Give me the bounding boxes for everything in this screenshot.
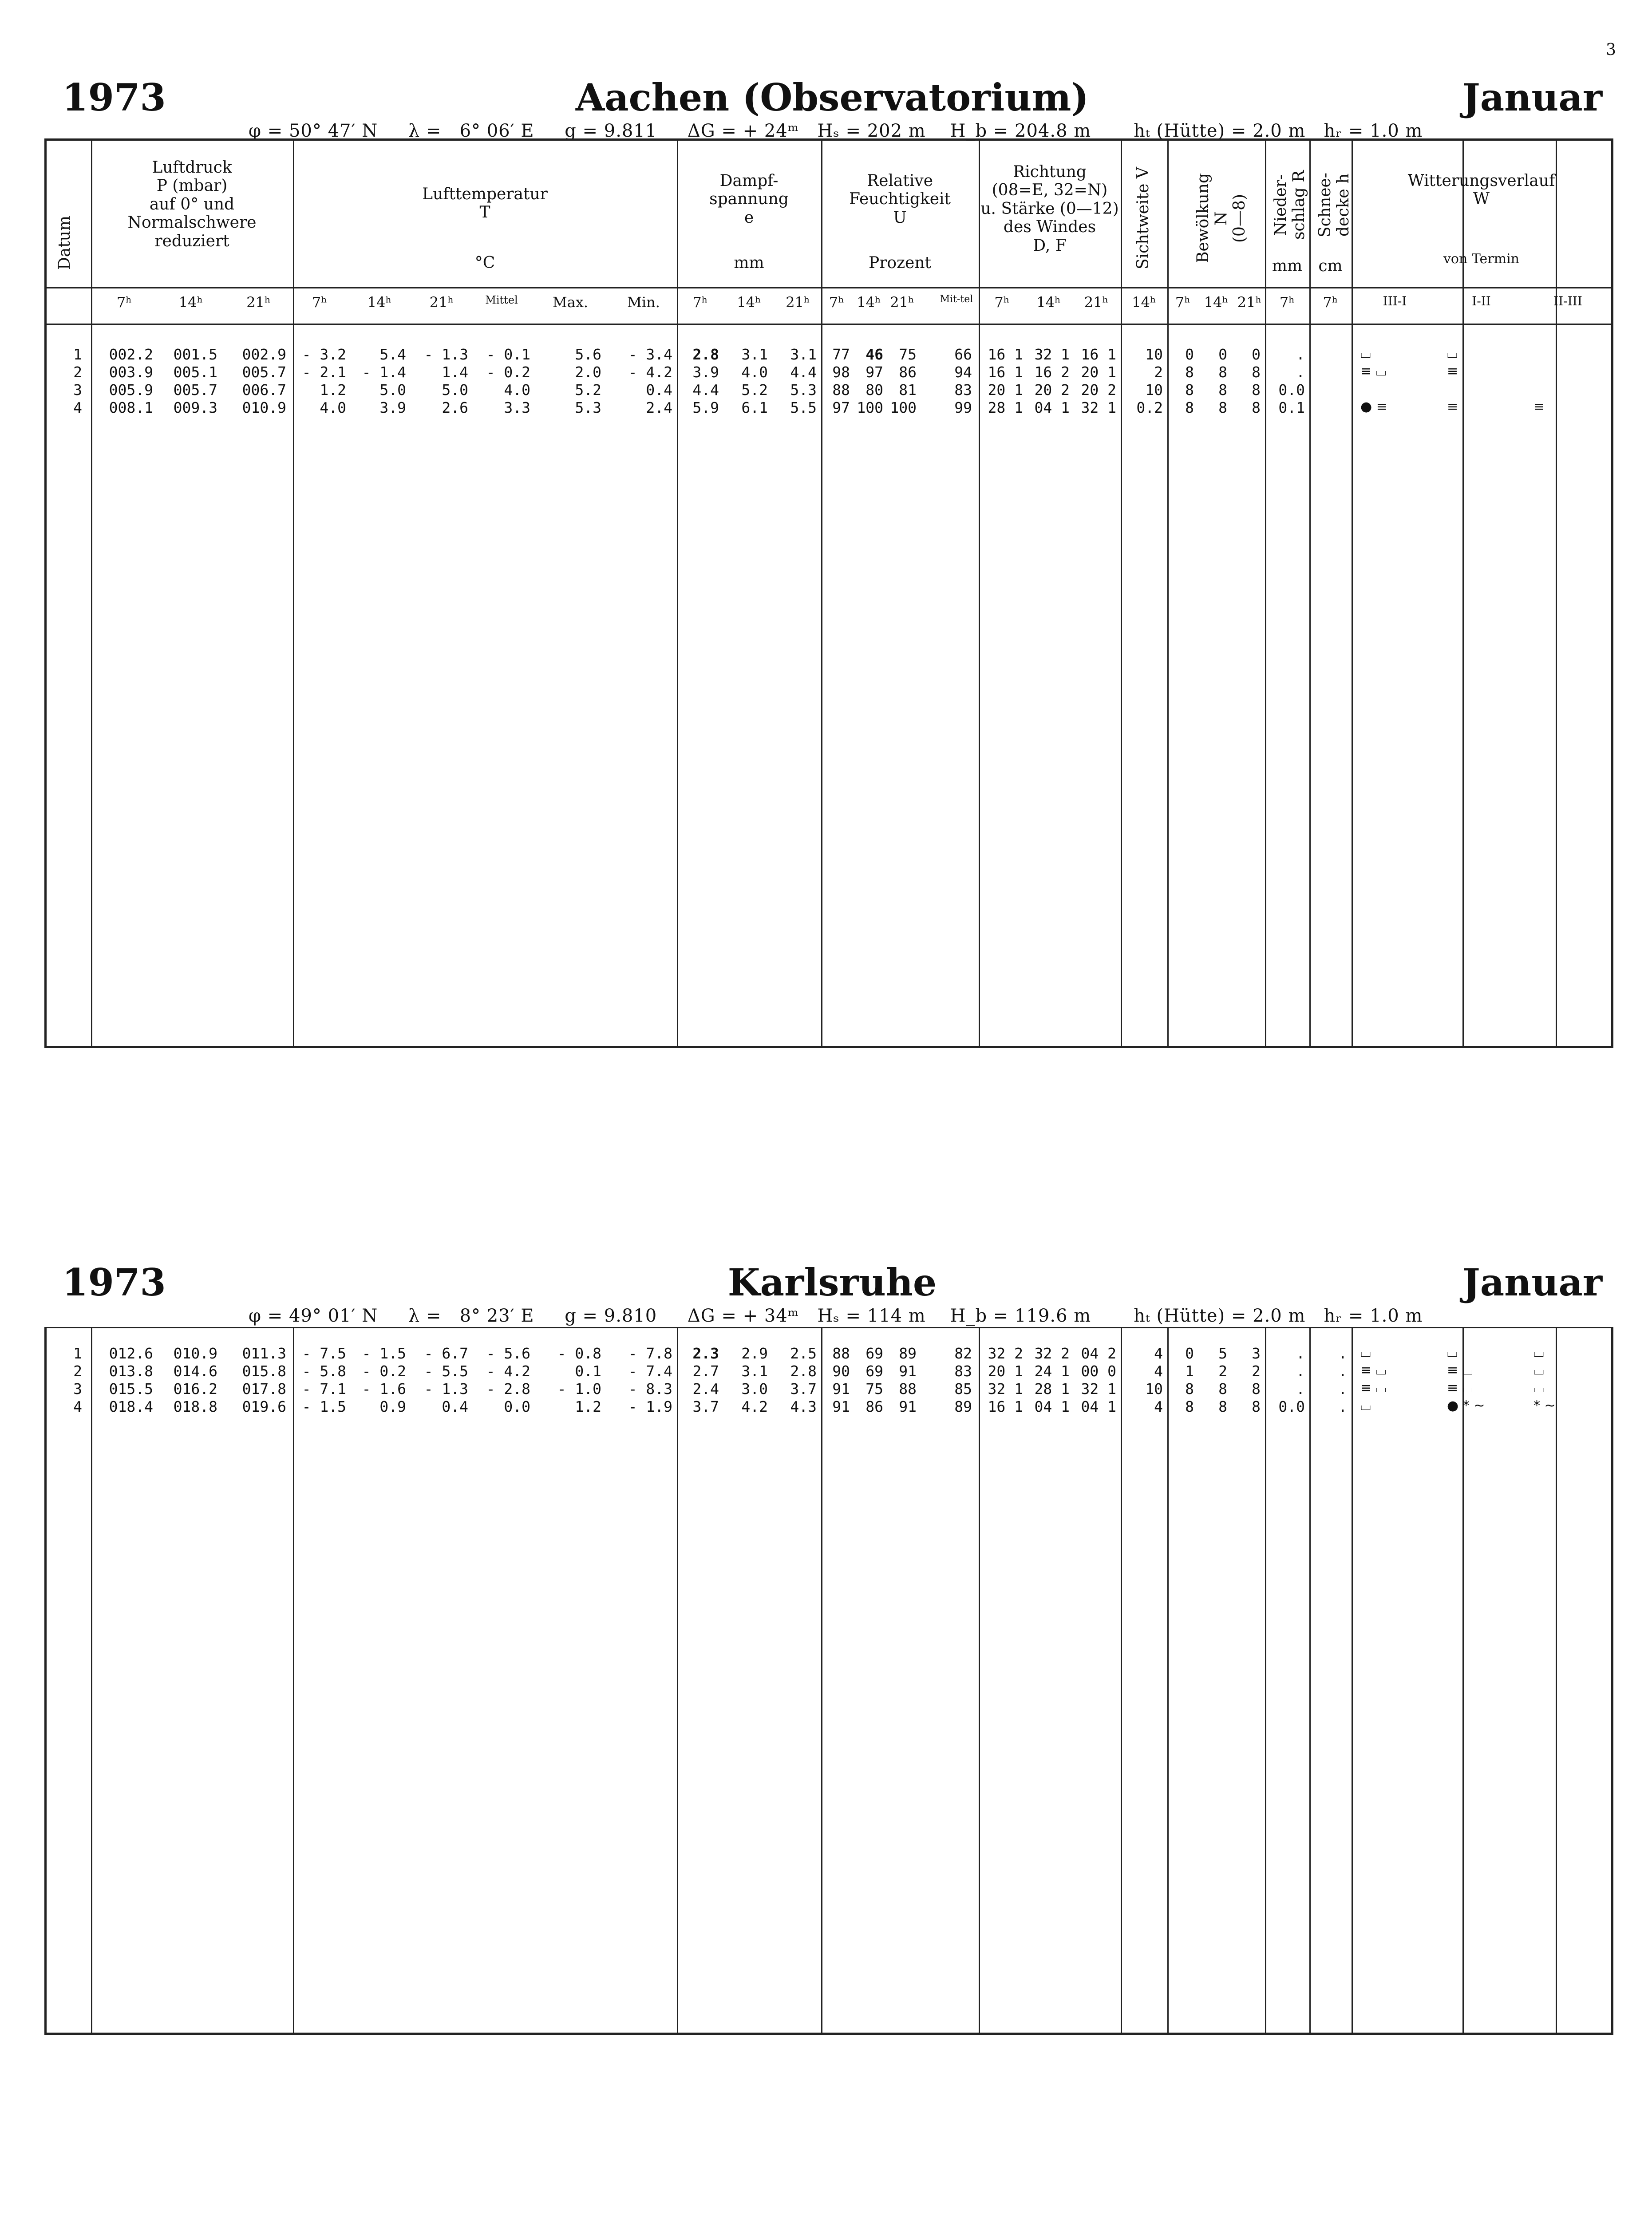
cell-r: 0.0 <box>1278 1398 1305 1415</box>
cell-p-7: 018.4 <box>109 1398 153 1415</box>
cell-wind-14: 28 1 <box>1034 1380 1070 1398</box>
cell-u-mittel: 94 <box>954 363 972 381</box>
cell-u-mittel: 99 <box>954 399 972 416</box>
cell-u-14: 80 <box>866 381 883 399</box>
cell-u-21: 100 <box>890 399 917 416</box>
cell-min: - 4.2 <box>628 363 672 381</box>
subheader-wind-7: 7ʰ <box>994 294 1010 311</box>
section-year: 1973 <box>62 1260 166 1304</box>
cell-e-21: 2.8 <box>790 1362 817 1380</box>
cell-u-14: 97 <box>866 363 883 381</box>
cell-w-i-ii: ≡ ⌴ <box>1447 1380 1473 1396</box>
cell-max: 5.3 <box>575 399 601 416</box>
subheader-w-iii-i: III-I <box>1383 294 1407 308</box>
cell-t-21: 2.6 <box>442 399 468 416</box>
cell-e-21: 3.7 <box>790 1380 817 1398</box>
header-niederschlag-unit: mm <box>1272 257 1303 275</box>
cell-datum: 4 <box>73 1398 82 1415</box>
cell-wind-21: 04 1 <box>1081 1398 1116 1415</box>
section-month: Januar <box>1462 1260 1602 1304</box>
cell-r: . <box>1296 1345 1305 1362</box>
table-row <box>47 363 1611 381</box>
subheader-min: Min. <box>627 294 660 311</box>
cell-p-21: 019.6 <box>242 1398 286 1415</box>
subheader-u-7: 7ʰ <box>829 294 845 311</box>
cell-w-ii-iii: ⌴ <box>1533 1362 1544 1378</box>
subheader-u-14: 14ʰ <box>857 294 881 311</box>
cell-e-21: 4.4 <box>790 363 817 381</box>
cell-t-mittel: 0.0 <box>504 1398 530 1415</box>
cell-datum: 2 <box>73 363 82 381</box>
cell-t-14: - 1.6 <box>362 1380 406 1398</box>
cell-e-7: 2.4 <box>692 1380 719 1398</box>
subheader-e-14: 14ʰ <box>737 294 761 311</box>
cell-n-21: 8 <box>1252 399 1261 416</box>
cell-u-14: 69 <box>866 1345 883 1362</box>
cell-wind-14: 32 2 <box>1034 1345 1070 1362</box>
cell-datum: 4 <box>73 399 82 416</box>
section-month: Januar <box>1462 75 1602 119</box>
cell-e-7: 3.9 <box>692 363 719 381</box>
header-wind: Richtung (08=E, 32=N) u. Stärke (0—12) des Windes D, F <box>980 163 1119 255</box>
cell-p-7: 015.5 <box>109 1380 153 1398</box>
cell-p-7: 013.8 <box>109 1362 153 1380</box>
cell-u-21: 91 <box>899 1362 917 1380</box>
cell-wind-14: 16 2 <box>1034 363 1070 381</box>
cell-wind-7: 32 2 <box>988 1345 1023 1362</box>
cell-r: 0.1 <box>1278 399 1305 416</box>
cell-max: 0.1 <box>575 1362 601 1380</box>
cell-n-7: 8 <box>1185 381 1194 399</box>
subheader-n-7: 7ʰ <box>1175 294 1191 311</box>
cell-u-mittel: 66 <box>954 346 972 363</box>
cell-wind-7: 32 1 <box>988 1380 1023 1398</box>
cell-wind-7: 20 1 <box>988 381 1023 399</box>
subheader-p-7: 7ʰ <box>116 294 132 311</box>
cell-e-21: 5.5 <box>790 399 817 416</box>
cell-u-7: 98 <box>832 363 850 381</box>
cell-u-7: 97 <box>832 399 850 416</box>
table-row <box>47 381 1611 399</box>
header-relative-feuchtigkeit: Relative Feuchtigkeit U <box>849 172 951 227</box>
header-feuchtigkeit-unit: Prozent <box>868 254 932 272</box>
cell-u-mittel: 83 <box>954 1362 972 1380</box>
cell-max: - 0.8 <box>557 1345 601 1362</box>
cell-u-7: 90 <box>832 1362 850 1380</box>
cell-e-14: 3.0 <box>741 1380 768 1398</box>
subheader-t-14: 14ʰ <box>367 294 392 311</box>
cell-n-14: 2 <box>1218 1362 1227 1380</box>
cell-e-7: 2.7 <box>692 1362 719 1380</box>
header-schneedecke: Schnee- decke h <box>1316 173 1352 237</box>
subheader-sicht-14: 14ʰ <box>1132 294 1156 311</box>
cell-max: 5.2 <box>575 381 601 399</box>
subheader-t-21: 21ʰ <box>429 294 454 311</box>
subheader-e-21: 21ʰ <box>786 294 810 311</box>
subheader-n-14: 14ʰ <box>1204 294 1229 311</box>
cell-u-mittel: 82 <box>954 1345 972 1362</box>
cell-n-14: 8 <box>1218 399 1227 416</box>
subheader-e-7: 7ʰ <box>692 294 708 311</box>
header-lufttemperatur: Lufttemperatur T <box>422 185 548 222</box>
cell-t-7: 1.2 <box>320 381 346 399</box>
cell-t-7: - 1.5 <box>302 1398 346 1415</box>
cell-n-21: 3 <box>1252 1345 1261 1362</box>
cell-h: . <box>1338 1380 1347 1398</box>
cell-p-21: 002.9 <box>242 346 286 363</box>
cell-u-21: 75 <box>899 346 917 363</box>
subheader-t-7: 7ʰ <box>312 294 328 311</box>
cell-max: 1.2 <box>575 1398 601 1415</box>
subheader-t-mittel: Mittel <box>485 294 518 306</box>
cell-e-21: 5.3 <box>790 381 817 399</box>
cell-min: 2.4 <box>646 399 672 416</box>
header-dampfspannung: Dampf- spannung e <box>709 172 789 227</box>
header-dampfspannung-unit: mm <box>734 254 764 272</box>
cell-wind-14: 04 1 <box>1034 399 1070 416</box>
cell-e-14: 4.0 <box>741 363 768 381</box>
cell-u-7: 88 <box>832 1345 850 1362</box>
section-title-karlsruhe <box>62 1260 1602 1327</box>
cell-r: . <box>1296 363 1305 381</box>
station-name: Karlsruhe <box>727 1260 937 1304</box>
subheader-p-14: 14ʰ <box>178 294 203 311</box>
cell-w-iii-i: ⌴ <box>1360 1398 1371 1414</box>
cell-wind-21: 00 0 <box>1081 1362 1116 1380</box>
cell-n-14: 8 <box>1218 1398 1227 1415</box>
cell-t-14: - 0.2 <box>362 1362 406 1380</box>
cell-p-14: 016.2 <box>173 1380 217 1398</box>
cell-p-7: 008.1 <box>109 399 153 416</box>
cell-r: . <box>1296 1362 1305 1380</box>
subheader-u-21: 21ʰ <box>890 294 914 311</box>
cell-sicht: 10 <box>1145 381 1163 399</box>
cell-u-mittel: 83 <box>954 381 972 399</box>
cell-min: - 1.9 <box>628 1398 672 1415</box>
cell-e-7: 2.8 <box>692 346 719 363</box>
subheader-n-21: 21ʰ <box>1237 294 1262 311</box>
subheader-max: Max. <box>552 294 589 311</box>
cell-t-mittel: 4.0 <box>504 381 530 399</box>
cell-t-7: - 3.2 <box>302 346 346 363</box>
cell-u-7: 91 <box>832 1380 850 1398</box>
cell-p-14: 005.1 <box>173 363 217 381</box>
station-coordinates: φ = 49° 01′ N λ = 8° 23′ E g = 9.810 ΔG = + 34ᵐ Hₛ = 114 m H_b = 119.6 m hₜ (Hütte) = 2.0 m hᵣ = 1.0 m <box>249 1306 1423 1326</box>
cell-t-14: 5.0 <box>379 381 406 399</box>
cell-e-14: 2.9 <box>741 1345 768 1362</box>
cell-min: - 7.8 <box>628 1345 672 1362</box>
cell-e-7: 5.9 <box>692 399 719 416</box>
cell-p-14: 014.6 <box>173 1362 217 1380</box>
cell-n-7: 8 <box>1185 363 1194 381</box>
cell-t-mittel: 3.3 <box>504 399 530 416</box>
observation-table-karlsruhe <box>44 1327 1613 2035</box>
cell-n-21: 8 <box>1252 1398 1261 1415</box>
cell-p-7: 003.9 <box>109 363 153 381</box>
cell-wind-14: 20 2 <box>1034 381 1070 399</box>
cell-datum: 3 <box>73 1380 82 1398</box>
cell-n-21: 2 <box>1252 1362 1261 1380</box>
section-title-aachen <box>62 75 1602 142</box>
cell-max: 2.0 <box>575 363 601 381</box>
cell-n-14: 8 <box>1218 363 1227 381</box>
cell-e-7: 3.7 <box>692 1398 719 1415</box>
cell-u-14: 100 <box>857 399 883 416</box>
cell-datum: 1 <box>73 346 82 363</box>
header-niederschlag: Nieder- schlag R <box>1272 170 1308 240</box>
subheader-u-mittel: Mit-tel <box>940 294 973 305</box>
cell-n-7: 1 <box>1185 1362 1194 1380</box>
cell-e-7: 4.4 <box>692 381 719 399</box>
cell-wind-14: 24 1 <box>1034 1362 1070 1380</box>
cell-t-mittel: - 2.8 <box>486 1380 530 1398</box>
cell-u-14: 86 <box>866 1398 883 1415</box>
cell-u-21: 89 <box>899 1345 917 1362</box>
table-row <box>47 1398 1611 1416</box>
cell-datum: 3 <box>73 381 82 399</box>
cell-t-21: 5.0 <box>442 381 468 399</box>
cell-w-i-ii: ≡ ⌴ <box>1447 1362 1473 1378</box>
cell-e-21: 2.5 <box>790 1345 817 1362</box>
cell-t-7: - 7.1 <box>302 1380 346 1398</box>
cell-t-21: - 1.3 <box>424 1380 468 1398</box>
cell-t-14: 0.9 <box>379 1398 406 1415</box>
cell-wind-21: 04 2 <box>1081 1345 1116 1362</box>
table-row <box>47 1362 1611 1380</box>
header-schneedecke-unit: cm <box>1318 257 1343 275</box>
cell-w-ii-iii: * ~ <box>1533 1398 1556 1414</box>
cell-n-7: 0 <box>1185 1345 1194 1362</box>
cell-u-7: 77 <box>832 346 850 363</box>
table-row <box>47 346 1611 363</box>
cell-min: 0.4 <box>646 381 672 399</box>
cell-p-21: 010.9 <box>242 399 286 416</box>
cell-u-mittel: 89 <box>954 1398 972 1415</box>
header-sichtweite: Sichtweite V <box>1134 167 1152 270</box>
cell-n-14: 8 <box>1218 1380 1227 1398</box>
cell-n-7: 8 <box>1185 1398 1194 1415</box>
header-witterungsverlauf: Witterungsverlauf W <box>1407 172 1555 209</box>
cell-w-iii-i: ≡ ⌴ <box>1360 1362 1387 1378</box>
cell-t-21: - 6.7 <box>424 1345 468 1362</box>
cell-u-14: 69 <box>866 1362 883 1380</box>
cell-p-21: 011.3 <box>242 1345 286 1362</box>
cell-t-14: - 1.4 <box>362 363 406 381</box>
cell-p-7: 002.2 <box>109 346 153 363</box>
cell-wind-7: 20 1 <box>988 1362 1023 1380</box>
header-luftdruck: Luftdruck P (mbar) auf 0° und Normalschwere reduziert <box>127 158 257 250</box>
cell-sicht: 10 <box>1145 346 1163 363</box>
cell-p-14: 009.3 <box>173 399 217 416</box>
cell-r: . <box>1296 346 1305 363</box>
cell-max: 5.6 <box>575 346 601 363</box>
table-row <box>47 1345 1611 1362</box>
section-year: 1973 <box>62 75 166 119</box>
cell-wind-7: 16 1 <box>988 1398 1023 1415</box>
subheader-h-7: 7ʰ <box>1323 294 1338 311</box>
cell-n-21: 0 <box>1252 346 1261 363</box>
header-datum: Datum <box>55 215 74 270</box>
cell-e-14: 6.1 <box>741 399 768 416</box>
cell-t-mittel: - 4.2 <box>486 1362 530 1380</box>
cell-w-iii-i: ≡ ⌴ <box>1360 1380 1387 1396</box>
cell-w-i-ii: ● * ~ <box>1447 1398 1485 1414</box>
cell-u-14: 75 <box>866 1380 883 1398</box>
cell-min: - 3.4 <box>628 346 672 363</box>
cell-w-ii-iii: ≡ <box>1533 399 1545 415</box>
cell-datum: 1 <box>73 1345 82 1362</box>
cell-sicht: 4 <box>1154 1345 1163 1362</box>
cell-p-21: 017.8 <box>242 1380 286 1398</box>
cell-sicht: 4 <box>1154 1362 1163 1380</box>
cell-n-7: 8 <box>1185 1380 1194 1398</box>
cell-min: - 7.4 <box>628 1362 672 1380</box>
cell-w-i-ii: ≡ <box>1447 399 1458 415</box>
cell-w-ii-iii: ⌴ <box>1533 1345 1544 1360</box>
cell-min: - 8.3 <box>628 1380 672 1398</box>
header-von-termin: von Termin <box>1443 251 1519 267</box>
cell-w-i-ii: ⌴ <box>1447 1345 1458 1360</box>
cell-w-iii-i: ⌴ <box>1360 1345 1371 1360</box>
cell-n-14: 0 <box>1218 346 1227 363</box>
subheader-p-21: 21ʰ <box>246 294 271 311</box>
cell-h: . <box>1338 1398 1347 1415</box>
cell-t-7: - 5.8 <box>302 1362 346 1380</box>
cell-t-7: - 2.1 <box>302 363 346 381</box>
cell-e-14: 3.1 <box>741 1362 768 1380</box>
cell-wind-7: 16 1 <box>988 346 1023 363</box>
cell-t-mittel: - 5.6 <box>486 1345 530 1362</box>
cell-datum: 2 <box>73 1362 82 1380</box>
cell-w-iii-i: ≡ ⌴ <box>1360 363 1387 379</box>
cell-r: 0.0 <box>1278 381 1305 399</box>
cell-t-14: - 1.5 <box>362 1345 406 1362</box>
cell-wind-21: 16 1 <box>1081 346 1116 363</box>
cell-p-21: 015.8 <box>242 1362 286 1380</box>
subheader-wind-14: 14ʰ <box>1036 294 1061 311</box>
cell-u-21: 91 <box>899 1398 917 1415</box>
subheader-wind-21: 21ʰ <box>1084 294 1109 311</box>
cell-t-7: 4.0 <box>320 399 346 416</box>
cell-t-14: 5.4 <box>379 346 406 363</box>
cell-sicht: 0.2 <box>1136 399 1163 416</box>
subheader-r-7: 7ʰ <box>1279 294 1295 311</box>
cell-t-7: - 7.5 <box>302 1345 346 1362</box>
cell-sicht: 2 <box>1154 363 1163 381</box>
cell-wind-7: 28 1 <box>988 399 1023 416</box>
table-row <box>47 1380 1611 1398</box>
cell-t-mittel: - 0.1 <box>486 346 530 363</box>
cell-p-14: 010.9 <box>173 1345 217 1362</box>
cell-p-21: 005.7 <box>242 363 286 381</box>
cell-n-14: 8 <box>1218 381 1227 399</box>
cell-wind-21: 32 1 <box>1081 1380 1116 1398</box>
subheader-w-ii-iii: II-III <box>1553 294 1582 308</box>
cell-u-7: 91 <box>832 1398 850 1415</box>
cell-wind-7: 16 1 <box>988 363 1023 381</box>
table-row <box>47 399 1611 417</box>
cell-w-i-ii: ≡ <box>1447 363 1458 379</box>
cell-p-14: 001.5 <box>173 346 217 363</box>
cell-sicht: 10 <box>1145 1380 1163 1398</box>
cell-r: . <box>1296 1380 1305 1398</box>
header-lufttemperatur-unit: °C <box>474 254 495 272</box>
cell-u-21: 86 <box>899 363 917 381</box>
subheader-row <box>47 294 1611 320</box>
cell-u-mittel: 85 <box>954 1380 972 1398</box>
cell-t-21: 1.4 <box>442 363 468 381</box>
cell-e-14: 5.2 <box>741 381 768 399</box>
cell-e-21: 4.3 <box>790 1398 817 1415</box>
cell-u-21: 81 <box>899 381 917 399</box>
cell-n-7: 8 <box>1185 399 1194 416</box>
cell-wind-21: 32 1 <box>1081 399 1116 416</box>
cell-e-14: 4.2 <box>741 1398 768 1415</box>
observation-table-aachen <box>44 138 1613 1048</box>
cell-p-7: 005.9 <box>109 381 153 399</box>
cell-e-21: 3.1 <box>790 346 817 363</box>
cell-n-14: 5 <box>1218 1345 1227 1362</box>
cell-t-21: 0.4 <box>442 1398 468 1415</box>
cell-sicht: 4 <box>1154 1398 1163 1415</box>
cell-u-21: 88 <box>899 1380 917 1398</box>
cell-t-14: 3.9 <box>379 399 406 416</box>
station-name: Aachen (Observatorium) <box>575 75 1089 119</box>
cell-wind-14: 04 1 <box>1034 1398 1070 1415</box>
cell-w-iii-i: ⌴ <box>1360 346 1371 361</box>
cell-p-14: 018.8 <box>173 1398 217 1415</box>
cell-n-21: 8 <box>1252 381 1261 399</box>
cell-n-21: 8 <box>1252 1380 1261 1398</box>
cell-n-21: 8 <box>1252 363 1261 381</box>
subheader-w-i-ii: I-II <box>1472 294 1491 308</box>
cell-e-14: 3.1 <box>741 346 768 363</box>
station-coordinates: φ = 50° 47′ N λ = 6° 06′ E g = 9.811 ΔG = + 24ᵐ Hₛ = 202 m H_b = 204.8 m hₜ (Hütte) = 2.0 m hᵣ = 1.0 m <box>249 121 1423 141</box>
cell-wind-14: 32 1 <box>1034 346 1070 363</box>
cell-w-iii-i: ● ≡ <box>1360 399 1387 415</box>
cell-h: . <box>1338 1362 1347 1380</box>
cell-u-7: 88 <box>832 381 850 399</box>
cell-wind-21: 20 1 <box>1081 363 1116 381</box>
cell-p-7: 012.6 <box>109 1345 153 1362</box>
cell-t-21: - 1.3 <box>424 346 468 363</box>
cell-e-7: 2.3 <box>692 1345 719 1362</box>
cell-w-i-ii: ⌴ <box>1447 346 1458 361</box>
cell-n-7: 0 <box>1185 346 1194 363</box>
cell-t-mittel: - 0.2 <box>486 363 530 381</box>
cell-t-21: - 5.5 <box>424 1362 468 1380</box>
header-bewoelkung: Bewölkung N (0—8) <box>1194 173 1249 264</box>
cell-w-ii-iii: ⌴ <box>1533 1380 1544 1396</box>
cell-p-21: 006.7 <box>242 381 286 399</box>
cell-p-14: 005.7 <box>173 381 217 399</box>
cell-wind-21: 20 2 <box>1081 381 1116 399</box>
page-number: 3 <box>1606 41 1616 59</box>
cell-max: - 1.0 <box>557 1380 601 1398</box>
cell-h: . <box>1338 1345 1347 1362</box>
cell-u-14: 46 <box>866 346 883 363</box>
